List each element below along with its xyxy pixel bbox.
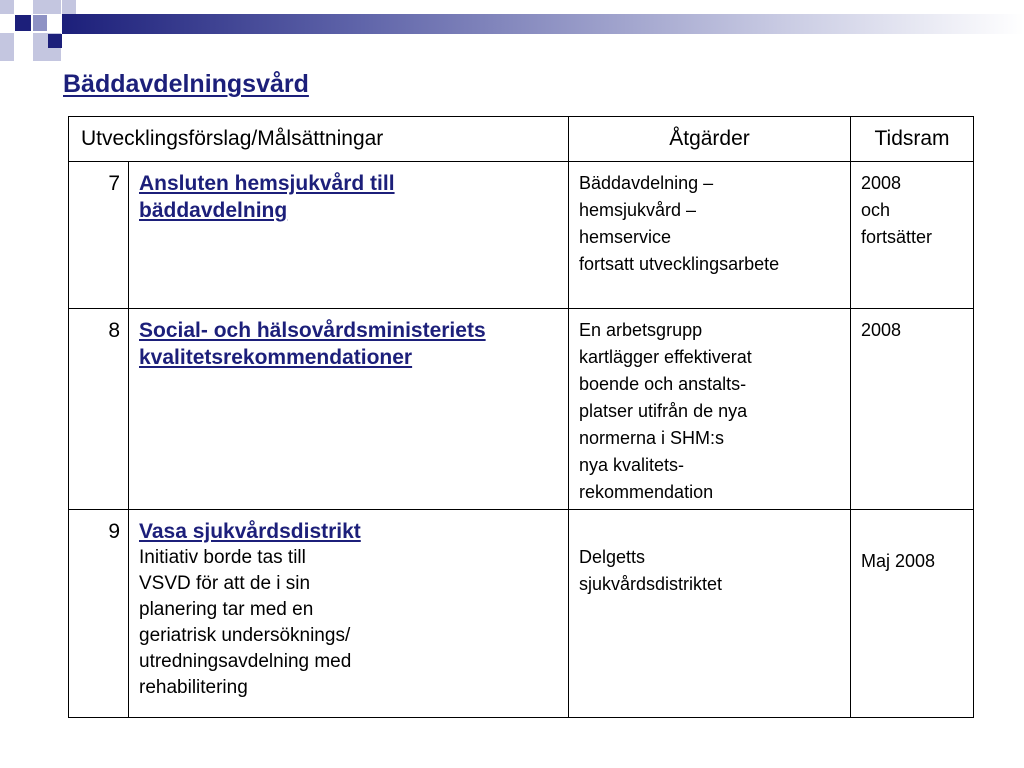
- goal-text: Initiativ borde tas till VSVD för att de i sin planering tar med en geriatrisk undersöknings/ utredningsavdelning med rehabilitering: [139, 547, 352, 698]
- actions-cell: [569, 309, 851, 510]
- actions-cell: [569, 162, 851, 309]
- decor-square-6: [33, 15, 47, 31]
- timeframe-text: 2008 och fortsätter: [861, 173, 933, 247]
- timeframe-cell: [851, 510, 974, 718]
- page-title: Bäddavdelningsvård: [63, 70, 309, 98]
- decor-square-7: [48, 34, 62, 48]
- goal-title: Social- och hälsovårdsministeriets kvalitetsrekommendationer: [139, 319, 486, 369]
- decor-square-8: [62, 0, 76, 14]
- header-goals: Utvecklingsförslag/Målsättningar: [69, 117, 569, 162]
- table-header-row: [69, 117, 974, 162]
- timeframe-text: 2008: [861, 320, 902, 340]
- table-row: [69, 162, 974, 309]
- goal-cell: [129, 510, 569, 718]
- actions-text: Delgetts sjukvårdsdistriktet: [579, 547, 723, 594]
- row-number: 7: [69, 162, 129, 309]
- goal-title: Ansluten hemsjukvård till bäddavdelning: [139, 172, 395, 222]
- actions-text: Bäddavdelning – hemsjukvård – hemservice fortsatt utvecklingsarbete: [579, 173, 780, 274]
- goal-title: Vasa sjukvårdsdistrikt: [139, 520, 361, 543]
- row-number: 9: [69, 510, 129, 718]
- timeframe-cell: [851, 309, 974, 510]
- decor-square-3: [33, 0, 61, 14]
- actions-cell: [569, 510, 851, 718]
- actions-text: En arbetsgrupp kartlägger effektiverat boende och anstalts- platser utifrån de nya normerna i SHM:s nya kvalitets- rekommendation: [579, 320, 752, 502]
- header-actions: Åtgärder: [569, 117, 851, 162]
- table-row: [69, 309, 974, 510]
- plan-table: [68, 116, 974, 718]
- timeframe-text: Maj 2008: [861, 551, 936, 571]
- table-row: [69, 510, 974, 718]
- decor-square-1: [15, 15, 31, 31]
- header-timeframe: Tidsram: [851, 117, 974, 162]
- goal-cell: [129, 162, 569, 309]
- timeframe-cell: [851, 162, 974, 309]
- decor-square-2: [0, 0, 14, 14]
- top-gradient-bar: [62, 14, 1024, 34]
- row-number: 8: [69, 309, 129, 510]
- goal-cell: [129, 309, 569, 510]
- decor-square-5: [0, 33, 14, 61]
